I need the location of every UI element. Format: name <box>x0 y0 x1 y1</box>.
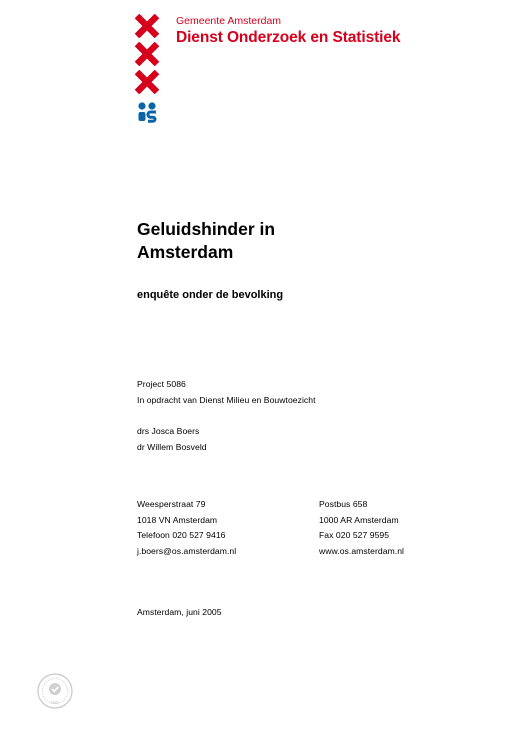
os-dots-icon <box>137 101 159 123</box>
x-cross-icon <box>134 14 160 38</box>
fax: Fax 020 527 9595 <box>319 530 390 540</box>
x-cross-icon <box>134 42 160 66</box>
department-name: Dienst Onderzoek en Statistiek <box>176 29 401 46</box>
author-1: drs Josca Boers <box>137 426 200 436</box>
x-cross-icon <box>134 70 160 94</box>
project-number: Project 5086 <box>137 379 186 389</box>
email-link[interactable]: j.boers@os.amsterdam.nl <box>137 546 237 556</box>
title-line-1: Geluidshinder in <box>137 219 276 239</box>
commissioned-by: In opdracht van Dienst Milieu en Bouwtoezicht <box>137 395 316 405</box>
place-and-date: Amsterdam, juni 2005 <box>137 607 222 617</box>
website-link[interactable]: www.os.amsterdam.nl <box>319 546 405 556</box>
postbus-postcode: 1000 AR Amsterdam <box>319 515 399 525</box>
seal-text: ISO <box>51 700 59 705</box>
title-line-2: Amsterdam <box>137 242 234 262</box>
address-street: Weesperstraat 79 <box>137 499 206 509</box>
address-postcode: 1018 VN Amsterdam <box>137 515 218 525</box>
postbus: Postbus 658 <box>319 499 368 509</box>
certification-seal-icon <box>36 672 74 710</box>
telephone: Telefoon 020 527 9416 <box>137 530 226 540</box>
document-subtitle: enquête onder de bevolking <box>137 289 284 301</box>
organization-name: Gemeente Amsterdam <box>176 15 282 27</box>
author-2: dr Willem Bosveld <box>137 442 207 452</box>
document-title <box>137 218 357 264</box>
